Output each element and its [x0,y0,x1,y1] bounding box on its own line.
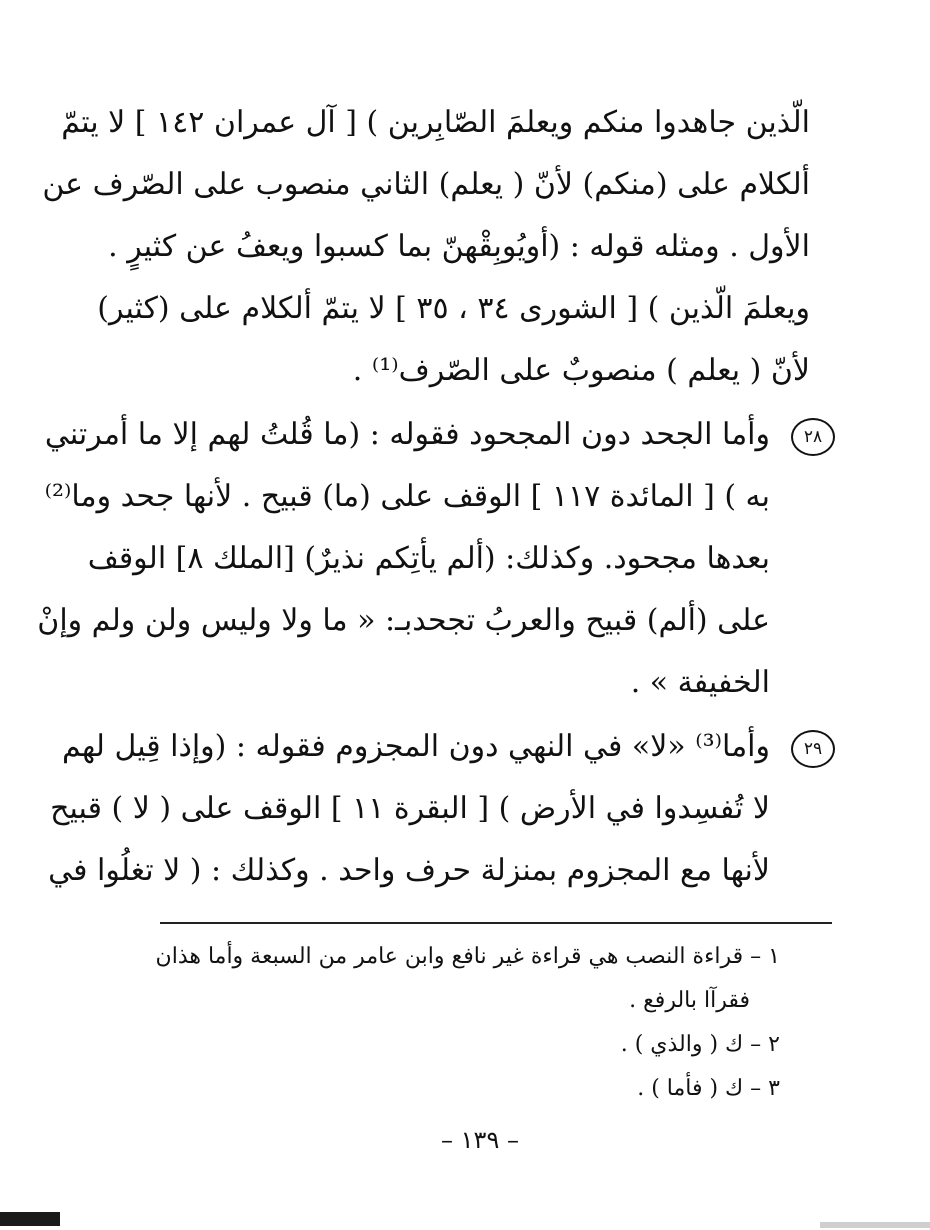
text-line: ويعلمَ الّذين ) [ الشورى ٣٤ ، ٣٥ ] لا يتمّ ألكلام على (كثير) [97,291,810,326]
scan-edge-mark [820,1222,930,1228]
footnote-item: ١ – قراءة النصب هي قراءة غير نافع وابن عامر من السبعة وأما هذان [155,944,780,969]
page-number: – ١٣٩ – [441,1126,519,1154]
footnote-divider [160,922,832,924]
text-line: لأنها مع المجزوم بمنزلة حرف واحد . وكذلك : ( لا تغلُوا في [48,853,770,888]
paragraph-1 [42,92,810,402]
text-line: به ) [ المائدة ١١٧ ] الوقف على (ما) قبيح . لأنها جحد وما⁽²⁾ [44,479,770,514]
text-line: ألكلام على (منكم) لأنّ ( يعلم) الثاني منصوب على الصّرف عن [42,167,810,202]
text-line: الّذين جاهدوا منكم ويعلمَ الصّابِرين ) [ آل عمران ١٤٢ ] لا يتمّ [61,105,810,140]
text-line: الأول . ومثله قوله : (أويُوبِقْهنّ بما كسبوا ويعفُ عن كثيرٍ . [108,229,810,264]
paragraph-2 [37,404,770,714]
footnote-item: فقرآا بالرفع . [629,988,750,1013]
footnotes [155,935,780,1111]
text-line: وأما الجحد دون المجحود فقوله : (ما قُلتُ لهم إلا ما أمرتني [44,417,770,452]
footnote-item: ٢ – ك ( والذي ) . [620,1032,780,1057]
text-line: لأنّ ( يعلم ) منصوبٌ على الصّرف⁽¹⁾ . [352,353,810,388]
text-line: بعدها مجحود. وكذلك: (ألم يأتِكم نذيرٌ) [الملك ٨] الوقف [87,541,770,576]
text-line: وأما⁽³⁾ «لا» في النهي دون المجزوم فقوله : (وإذا قِيل لهم [62,729,770,764]
text-line: لا تُفسِدوا في الأرض ) [ البقرة ١١ ] الوقف على ( لا ) قبيح [50,791,770,826]
scan-edge-mark [0,1212,60,1226]
footnote-item: ٣ – ك ( فأما ) . [637,1076,780,1101]
text-line: الخفيفة » . [630,665,770,700]
paragraph-3 [48,716,770,902]
paragraph-number-badge: ٢٩ [791,730,835,768]
paragraph-number-badge: ٢٨ [791,418,835,456]
text-line: على (ألم) قبيح والعربُ تجحدبـ: « ما ولا وليس ولن ولم وإنْ [37,603,770,638]
